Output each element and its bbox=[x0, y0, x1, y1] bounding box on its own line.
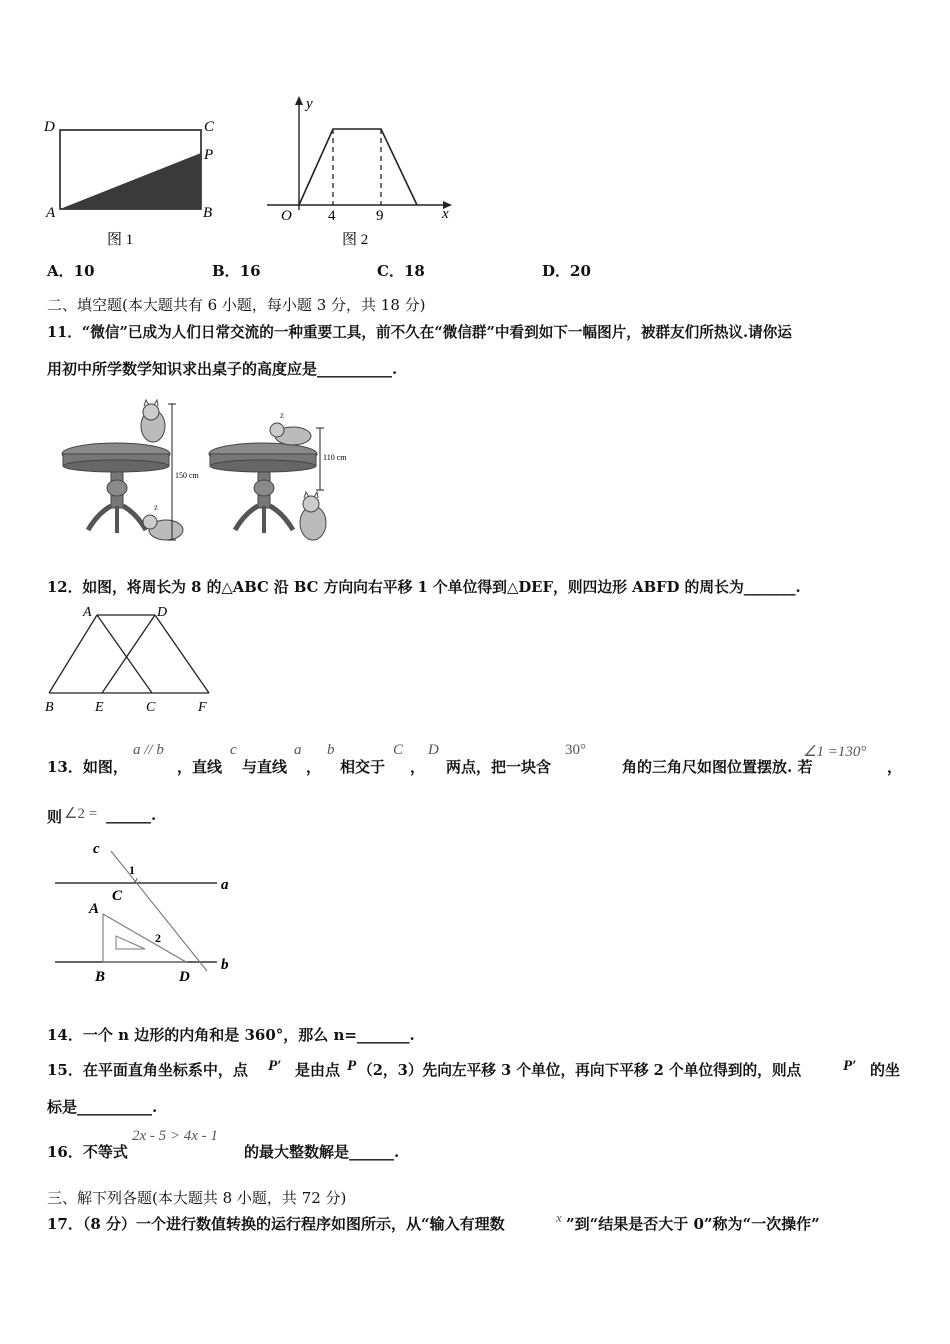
tick-9: 9 bbox=[376, 208, 384, 224]
label-150cm: 150 cm bbox=[175, 471, 199, 480]
choice-a[interactable] bbox=[47, 260, 95, 281]
q15-math-p: P bbox=[347, 1058, 357, 1074]
choice-value: 20 bbox=[570, 262, 591, 280]
figure-1-caption: 图 1 bbox=[107, 232, 134, 248]
shaded-triangle-abp bbox=[60, 153, 201, 209]
label-c: c bbox=[93, 841, 100, 857]
label-B: B bbox=[45, 700, 54, 715]
segment-de bbox=[102, 615, 155, 693]
label-A: A bbox=[89, 901, 100, 917]
q11-line1: 11．“微信”已成为人们日常交流的一种重要工具，前不久在“微信群”中看到如下一幅图片，被群友们所热议.请你运 bbox=[47, 324, 792, 341]
q13-p6: ， bbox=[410, 758, 426, 776]
segment-ac bbox=[97, 615, 152, 693]
label-A: A bbox=[46, 205, 56, 221]
q13-p3: 与直线 bbox=[242, 758, 288, 776]
label-A: A bbox=[83, 605, 92, 620]
q13-math-C: C bbox=[393, 742, 404, 758]
choice-value: 10 bbox=[73, 262, 95, 280]
q13-p9: ， bbox=[887, 758, 903, 776]
figure-1-rectangle bbox=[40, 112, 230, 252]
choice-value: 18 bbox=[403, 262, 425, 280]
svg-text:z: z bbox=[280, 410, 284, 420]
choice-letter: A． bbox=[47, 262, 74, 280]
q15-p3: （2，3）先向左平移 3 个单位，再向下平移 2 个单位得到的，则点 bbox=[358, 1062, 802, 1079]
q17-math-x: x bbox=[556, 1210, 562, 1225]
q13-math-D: D bbox=[428, 742, 439, 758]
label-C: C bbox=[146, 700, 156, 715]
y-axis-arrow bbox=[295, 96, 303, 105]
q13-l2a: 则 bbox=[47, 808, 63, 826]
choice-letter: D． bbox=[542, 262, 571, 280]
label-2: 2 bbox=[155, 931, 161, 945]
label-x: x bbox=[442, 206, 449, 222]
cat-icon bbox=[270, 410, 311, 445]
q14-text: 14．一个 n 边形的内角和是 360°，那么 n=_______. bbox=[47, 1026, 415, 1044]
label-110cm: 110 cm bbox=[323, 453, 347, 462]
q13-figure bbox=[45, 836, 245, 988]
q13-math-c: c bbox=[230, 742, 237, 758]
label-F: F bbox=[198, 700, 207, 715]
q13-math-30deg: 30° bbox=[565, 742, 586, 758]
q16-p1: 16．不等式 bbox=[47, 1143, 128, 1161]
q12-figure bbox=[40, 600, 225, 718]
choice-d[interactable] bbox=[542, 260, 591, 281]
tick-4: 4 bbox=[328, 208, 336, 224]
label-B: B bbox=[203, 205, 213, 221]
q13-l2b: ______. bbox=[106, 806, 157, 824]
section-3-title: 三、解下列各题(本大题共 8 小题，共 72 分) bbox=[47, 1189, 347, 1207]
q15-p4: 的坐 bbox=[870, 1061, 901, 1079]
choice-letter: B． bbox=[212, 262, 240, 280]
q16-math-inequality: 2x - 5 > 4x - 1 bbox=[132, 1128, 218, 1144]
svg-text:z: z bbox=[154, 502, 158, 512]
triangle-ruler-inner bbox=[116, 936, 145, 949]
choice-b[interactable] bbox=[212, 260, 261, 281]
q13-math-a: a bbox=[294, 742, 302, 758]
q15-p2: 是由点 bbox=[295, 1061, 341, 1079]
label-D: D bbox=[44, 119, 55, 135]
q13-p2: ，直线 bbox=[177, 758, 223, 776]
label-C: C bbox=[204, 119, 215, 135]
cat-icon bbox=[143, 502, 183, 540]
q13-p1: 13．如图， bbox=[47, 758, 128, 776]
q11-line2: 用初中所学数学知识求出桌子的高度应是__________. bbox=[47, 360, 398, 378]
q13-math-a-parallel-b: a // b bbox=[133, 742, 164, 758]
label-O: O bbox=[281, 208, 292, 224]
choice-value: 16 bbox=[239, 262, 261, 280]
q15-line2: 标是__________. bbox=[47, 1098, 158, 1116]
segment-df bbox=[155, 615, 209, 693]
figure-2-graph bbox=[262, 92, 462, 252]
label-1: 1 bbox=[129, 863, 135, 877]
q13-math-angle2: ∠2 = bbox=[64, 806, 98, 822]
q16-p2: 的最大整数解是______. bbox=[244, 1143, 400, 1161]
line-c bbox=[111, 851, 207, 971]
cat-icon bbox=[141, 400, 165, 442]
graph-line bbox=[299, 129, 417, 205]
q12-text: 12．如图，将周长为 8 的△ABC 沿 BC 方向向右平移 1 个单位得到△DEF，则四边形 ABFD 的周长为_______. bbox=[47, 579, 801, 596]
q13-p4: ， bbox=[306, 758, 322, 776]
label-D: D bbox=[157, 605, 168, 620]
q13-math-angle1: ∠1 =130° bbox=[803, 744, 867, 760]
triangle-ruler bbox=[103, 914, 186, 962]
label-P: P bbox=[204, 147, 214, 163]
label-E: E bbox=[95, 700, 104, 715]
q13-p7: 两点，把一块含 bbox=[446, 758, 552, 776]
q17-p1: 17．（8 分）一个进行数值转换的运行程序如图所示，从“输入有理数 bbox=[47, 1215, 505, 1233]
label-b: b bbox=[221, 957, 229, 973]
label-y: y bbox=[306, 96, 313, 112]
q15-math-pprime: P′ bbox=[268, 1058, 282, 1074]
q15-p1: 15．在平面直角坐标系中，点 bbox=[47, 1061, 248, 1079]
label-D: D bbox=[179, 969, 190, 985]
q13-math-b: b bbox=[327, 742, 335, 758]
choice-c[interactable] bbox=[377, 260, 425, 281]
q15-math-pprime-2: P′ bbox=[843, 1058, 857, 1074]
segment-ab bbox=[49, 615, 97, 693]
choice-letter: C． bbox=[377, 262, 404, 280]
q11-table-figure bbox=[58, 398, 368, 548]
cat-icon bbox=[300, 492, 326, 540]
section-2-title: 二、填空题(本大题共有 6 小题，每小题 3 分，共 18 分) bbox=[47, 296, 426, 314]
q13-p5: 相交于 bbox=[340, 758, 386, 776]
label-a: a bbox=[221, 877, 229, 893]
figure-2-caption: 图 2 bbox=[342, 232, 369, 248]
label-B: B bbox=[95, 969, 106, 985]
label-C: C bbox=[112, 888, 123, 904]
q17-p2: ”到“结果是否大于 0”称为“一次操作” bbox=[566, 1215, 820, 1233]
q13-p8: 角的三角尺如图位置摆放. 若 bbox=[622, 758, 813, 776]
